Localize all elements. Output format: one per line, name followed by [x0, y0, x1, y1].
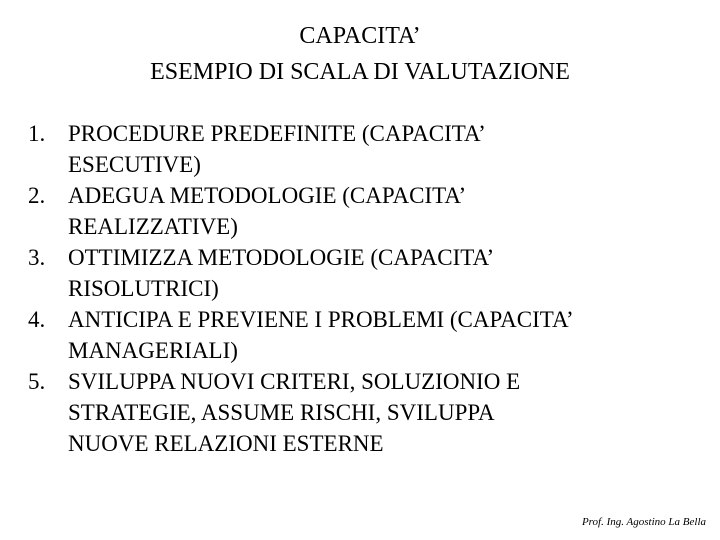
title-line-1: CAPACITA’ [299, 23, 421, 49]
item-number: 2. [28, 183, 46, 208]
list-item [28, 242, 708, 304]
author-footer: Prof. Ing. Agostino La Bella [581, 516, 706, 528]
item-number: 4. [28, 307, 46, 332]
item-text: SVILUPPA NUOVI CRITERI, SOLUZIONIO E STRATEGIE, ASSUME RISCHI, SVILUPPA NUOVE RELAZIONI ESTERNE [68, 369, 521, 456]
rating-scale-list [28, 118, 708, 459]
list-item [28, 304, 708, 366]
item-text: OTTIMIZZA METODOLOGIE (CAPACITA’ RISOLUTRICI) [68, 245, 495, 301]
item-text: ANTICIPA E PREVIENE I PROBLEMI (CAPACITA’ MANAGERIALI) [68, 307, 574, 363]
item-number: 3. [28, 245, 46, 270]
item-text: ADEGUA METODOLOGIE (CAPACITA’ REALIZZATIVE) [68, 183, 467, 239]
item-number: 1. [28, 121, 46, 146]
list-item [28, 118, 708, 180]
list-item [28, 366, 708, 459]
slide-title [0, 18, 720, 90]
title-line-2: ESEMPIO DI SCALA DI VALUTAZIONE [150, 59, 570, 85]
list-item [28, 180, 708, 242]
item-number: 5. [28, 369, 46, 394]
item-text: PROCEDURE PREDEFINITE (CAPACITA’ ESECUTIVE) [68, 121, 486, 177]
